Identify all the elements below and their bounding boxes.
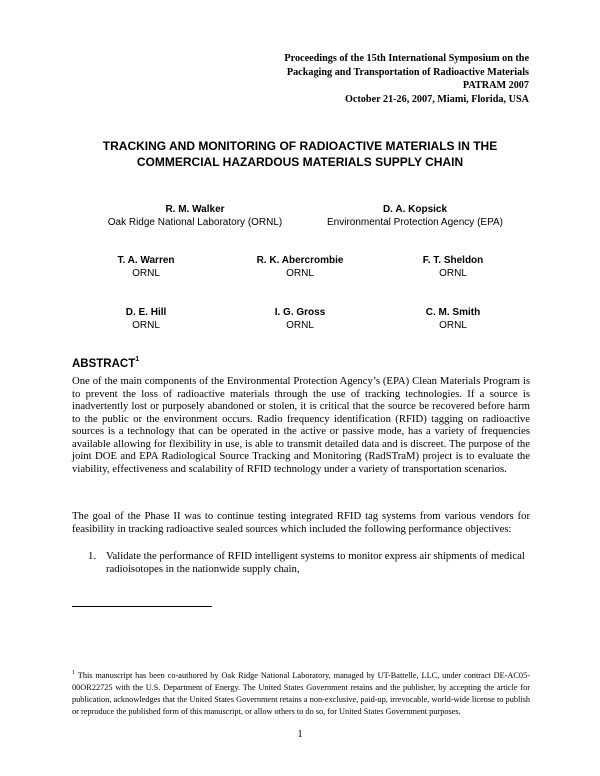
list-item-number: 1. — [88, 550, 97, 562]
list-item-text: Validate the performance of RFID intelligent systems to monitor express air shipments of medical radioisotopes in the nationwide supply chain, — [106, 550, 525, 575]
author-affiliation: ORNL — [286, 267, 314, 279]
abstract-paragraph-1: One of the main components of the Environmental Protection Agency’s (EPA) Clean Materials Program is to prevent the loss of radioactive materials through the use of tracking technologies. If a source is inadvertently lost or purposely abandoned or stolen, it is critical that the source be recovered before harm to the public or the environment occurs. Radio frequency identification (RFID) tagging on radioactive sources is a technology that can be operated in the active or passive mode, has a variety of frequencies available allowing for flexibility in use, is able to transmit detailed data and is discreet. The purpose of the joint DOE and EPA Radiological Source Tracking and Monitoring (RadSTraM) project is to evaluate the viability, effectiveness and scalability of RFID technology under a variety of transportation scenarios. — [72, 375, 530, 475]
author-affiliation: ORNL — [132, 319, 160, 331]
author-affiliation: Environmental Protection Agency (EPA) — [326, 216, 503, 228]
paper-title: TRACKING AND MONITORING OF RADIOACTIVE MATERIALS IN THE COMMERCIAL HAZARDOUS MATERIALS SUPPLY CHAIN — [102, 139, 498, 169]
author-affiliation: Oak Ridge National Laboratory (ORNL) — [107, 216, 283, 228]
proceedings-line-4: October 21-26, 2007, Miami, Florida, USA — [344, 93, 529, 105]
author-name: I. G. Gross — [274, 307, 326, 318]
footnote-mark: 1 — [72, 670, 75, 676]
footnote-reference[interactable]: 1 — [135, 356, 140, 363]
footnote — [72, 667, 530, 718]
footnote-divider — [72, 606, 212, 607]
author-block — [240, 307, 360, 332]
page-number: 1 — [297, 728, 303, 740]
author-block — [393, 255, 513, 280]
author-block — [86, 307, 206, 332]
author-block — [240, 255, 360, 280]
footnote-text: This manuscript has been co-authored by Oak Ridge National Laboratory, managed by UT-Battelle, LLC, under contract DE-AC05-00OR22725 with the U.S. Department of Energy. The United States Government retains and the publisher, by accepting the article for publication, acknowledges that the United States Government retains a non-exclusive, paid-up, irrevocable, world-wide license to publish or reproduce the published form of this manuscript, or allow others to do so, for United States Government purposes. — [72, 670, 530, 716]
abstract-heading-text: ABSTRACT — [72, 357, 136, 370]
author-affiliation: ORNL — [439, 319, 467, 331]
list-item — [88, 550, 530, 575]
proceedings-line-1: Proceedings of the 15th International Symposium on the — [284, 53, 529, 64]
author-name: T. A. Warren — [117, 255, 175, 266]
author-affiliation: ORNL — [286, 319, 314, 331]
author-name: D. A. Kopsick — [382, 204, 448, 215]
proceedings-line-2: Packaging and Transportation of Radioactive Materials — [286, 66, 529, 78]
author-name: R. K. Abercrombie — [256, 255, 344, 266]
author-block — [90, 204, 300, 229]
author-name: D. E. Hill — [125, 307, 167, 318]
abstract-paragraph-2: The goal of the Phase II was to continue testing integrated RFID tag systems from various vendors for feasibility in tracking radioactive sealed sources which included the following performance objectives: — [72, 510, 530, 535]
author-name: C. M. Smith — [425, 307, 481, 318]
author-name: R. M. Walker — [165, 204, 225, 215]
author-block — [393, 307, 513, 332]
author-affiliation: ORNL — [439, 267, 467, 279]
author-name: F. T. Sheldon — [422, 255, 484, 266]
abstract-heading — [72, 357, 139, 370]
author-block — [310, 204, 520, 229]
author-affiliation: ORNL — [132, 267, 160, 279]
author-block — [86, 255, 206, 280]
proceedings-line-3: PATRAM 2007 — [462, 80, 529, 92]
proceedings-header — [284, 52, 529, 106]
